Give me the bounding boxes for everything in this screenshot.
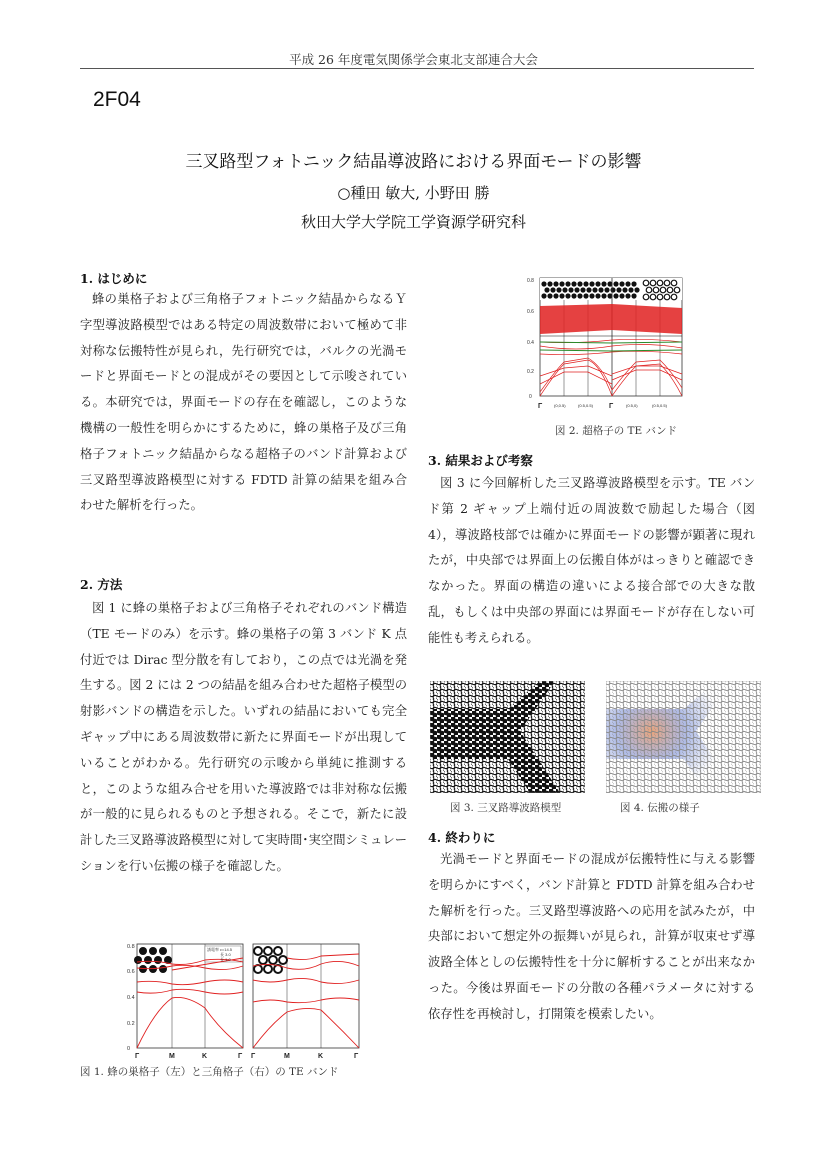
figure-2-superlattice-bands (526, 272, 686, 420)
fig1-ytick-4: 0.8 (127, 944, 135, 950)
authors: ○種田 敏大, 小野田 勝 (337, 184, 490, 202)
fig1-right-panel (253, 944, 359, 1048)
fig1-xtick-0: Γ (135, 1053, 140, 1060)
section-3-body: 図 3 に今回解析した三叉路導波路模型を示す。TE バンド第 2 ギャップ上端付近の周波数で励起した場合（図 4），導波路枝部では確かに界面モードの影響が顕著に現れたが，中央部では界面上の伝搬自体がはっきりと確認できなかった。界面の構造の違いによる接合部での大きな散乱，もしくは中央部の界面には界面モードが存在しない可能性も考えられる。 (428, 476, 755, 645)
fig1-legend-2: 長 1.0 (220, 957, 231, 962)
paper-title: 三叉路型フォトニック結晶導波路における界面モードの影響 (185, 152, 642, 172)
fig1-ytick-3: 0.6 (127, 969, 135, 975)
fig1-xtick-5: M (284, 1053, 290, 1060)
figure-3-waveguide-model (430, 681, 585, 793)
figure-4-caption: 図 4. 伝搬の様子 (620, 802, 700, 814)
header-rule (80, 68, 754, 69)
fig1-ytick-0: 0 (127, 1046, 131, 1052)
paper-code: 2F04 (93, 88, 141, 111)
figure-2-caption: 図 2. 超格子の TE バンド (555, 425, 678, 437)
section-1-heading: 1. はじめに (80, 271, 148, 286)
section-4-body: 光渦モードと界面モードの混成が伝搬特性に与える影響を明らかにすべく，バンド計算と FDTD 計算を組み合わせた解析を行った。三叉路型導波路への応用を試みたが，中央部において想定外の振舞いが見られ，計算が収束せず導波路全体としの伝搬特性を十分に解析することが出来なかった。今後は界面モードの分散の各種パラメータに対する依存性を再検討し，打開策を模索したい。 (428, 852, 755, 1021)
fig1-xtick-1: M (169, 1053, 175, 1060)
fig1-ytick-2: 0.4 (127, 995, 135, 1001)
section-2-body: 図 1 に蜂の巣格子および三角格子それぞれのバンド構造（TE モードのみ）を示す。蜂の巣格子の第 3 バンド K 点付近では Dirac 型分散を有しており，この点では光渦を発生する。図 2 には 2 つの結晶を組み合わせた超格子模型の射影バンドの構造を示した。いずれの結晶においても完全ギャップ中にある周波数帯に新たに界面モードが出現していることがわかる。先行研究の示唆から単純に推測すると，このような組み合せを用いた導波路では非対称な伝搬が一般的に見られるものと予想される。そこで，新たに設計した三叉路導波路模型に対して実時間･実空間シミュレーションを行い伝搬の様子を確認した。 (80, 601, 407, 873)
fig2-band-fill (540, 304, 682, 334)
section-4-heading: 4. 終わりに (428, 830, 496, 845)
fig2-lattice-strip (540, 278, 682, 300)
figure-4-propagation (606, 681, 761, 793)
fig1-xtick-2: K (202, 1053, 208, 1060)
fig1-xtick-4: Γ (251, 1053, 256, 1060)
section-3-heading: 3. 結果および考察 (428, 453, 533, 468)
fig2-ytick-4: 0.8 (527, 278, 534, 284)
fig1-legend-0: 誘電率 ε=14.5 (207, 947, 233, 952)
figure-3-caption: 図 3. 三叉路導波路模型 (450, 802, 562, 814)
fig2-ytick-0: 0 (529, 394, 532, 400)
fig1-legend-1: 長 3.0 (220, 952, 231, 957)
fig1-xtick-6: K (318, 1053, 324, 1060)
fig2-xtick-4: (0.5,0) (626, 403, 638, 408)
fig2-xtick-5: (0.5,0.5) (652, 403, 667, 408)
fig1-xtick-3: Γ (238, 1053, 243, 1060)
fig2-ytick-2: 0.4 (527, 340, 534, 346)
figure-1-band-diagrams (125, 940, 365, 1062)
fig2-xtick-1: (0,0.5) (554, 403, 566, 408)
section-2-heading: 2. 方法 (80, 577, 123, 592)
figure-1-caption: 図 1. 蜂の巣格子（左）と三角格子（右）の TE バンド (80, 1066, 339, 1078)
fig1-xtick-7: Γ (354, 1053, 359, 1060)
fig2-xtick-3: Γ (609, 403, 614, 410)
fig2-xtick-2: (0.5,0.5) (578, 403, 593, 408)
fig1-ytick-1: 0.2 (127, 1021, 135, 1027)
fig2-xtick-0: Γ (538, 403, 543, 410)
affiliation: 秋田大学大学院工学資源学研究科 (300, 213, 526, 231)
fig2-ytick-1: 0.2 (527, 369, 534, 375)
section-1-body: 蜂の巣格子および三角格子フォトニック結晶からなるＹ字型導波路模型ではある特定の周波数帯において極めて非対称な伝搬特性が見られ，先行研究では，バルクの光渦モードと界面モードとの混成がその要因として示唆されている。本研究では，界面モードの存在を確認し，このような機構の一般性を明らかにするために，蜂の巣格子及び三角格子フォトニック結晶からなる超格子のバンド計算および三叉路型導波路模型に対する FDTD 計算の結果を組み合わせた解析を行った。 (80, 292, 407, 513)
fig2-ytick-3: 0.6 (527, 309, 534, 315)
conference-header: 平成 26 年度電気関係学会東北支部連合大会 (289, 52, 538, 67)
